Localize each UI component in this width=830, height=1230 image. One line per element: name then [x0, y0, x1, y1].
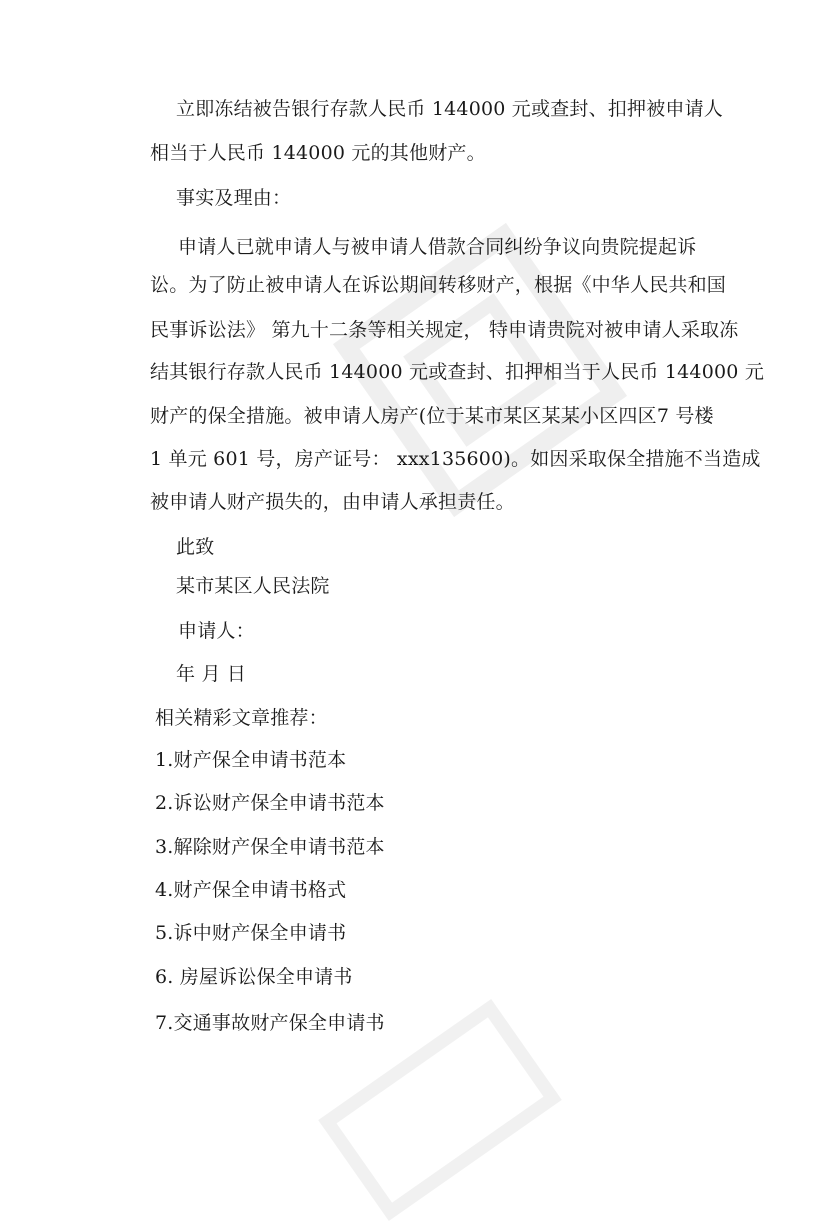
paragraph-line: 被申请人财产损失的，由申请人承担责任。: [150, 491, 515, 513]
related-article-link[interactable]: 2.诉讼财产保全申请书范本: [155, 792, 385, 814]
related-article-link[interactable]: 6. 房屋诉讼保全申请书: [155, 966, 353, 988]
paragraph-line: 讼。为了防止被申请人在诉讼期间转移财产，根据《中华人民共和国: [150, 274, 727, 296]
related-article-link[interactable]: 3.解除财产保全申请书范本: [155, 836, 385, 858]
date-line: 年 月 日: [176, 663, 247, 685]
paragraph-line: 结其银行存款人民币 144000 元或查封、扣押相当于人民币 144000 元: [150, 361, 765, 383]
applicant-label: 申请人：: [178, 620, 255, 642]
paragraph-line: 1 单元 601 号，房产证号： xxx135600)。如因采取保全措施不当造成: [150, 448, 761, 470]
related-article-link[interactable]: 1.财产保全申请书范本: [155, 749, 347, 771]
paragraph-line: 民事诉讼法》 第九十二条等相关规定， 特申请贵院对被申请人采取冻: [150, 319, 739, 341]
related-article-link[interactable]: 4.财产保全申请书格式: [155, 879, 347, 901]
paragraph-line: 财产的保全措施。被申请人房产(位于某市某区某某小区四区7 号楼: [150, 405, 714, 427]
court-name: 某市某区人民法院: [176, 575, 330, 597]
paragraph-line: 申请人已就申请人与被申请人借款合同纠纷争议向贵院提起诉: [178, 236, 697, 258]
salutation: 此致: [176, 536, 215, 558]
section-heading: 事实及理由：: [176, 187, 292, 209]
related-article-link[interactable]: 7.交通事故财产保全申请书: [155, 1012, 385, 1034]
paragraph-line: 相当于人民币 144000 元的其他财产。: [150, 142, 486, 164]
paragraph-line: 立即冻结被告银行存款人民币 144000 元或查封、扣押被申请人: [176, 98, 724, 120]
related-heading: 相关精彩文章推荐：: [155, 707, 328, 729]
related-article-link[interactable]: 5.诉中财产保全申请书: [155, 922, 347, 944]
